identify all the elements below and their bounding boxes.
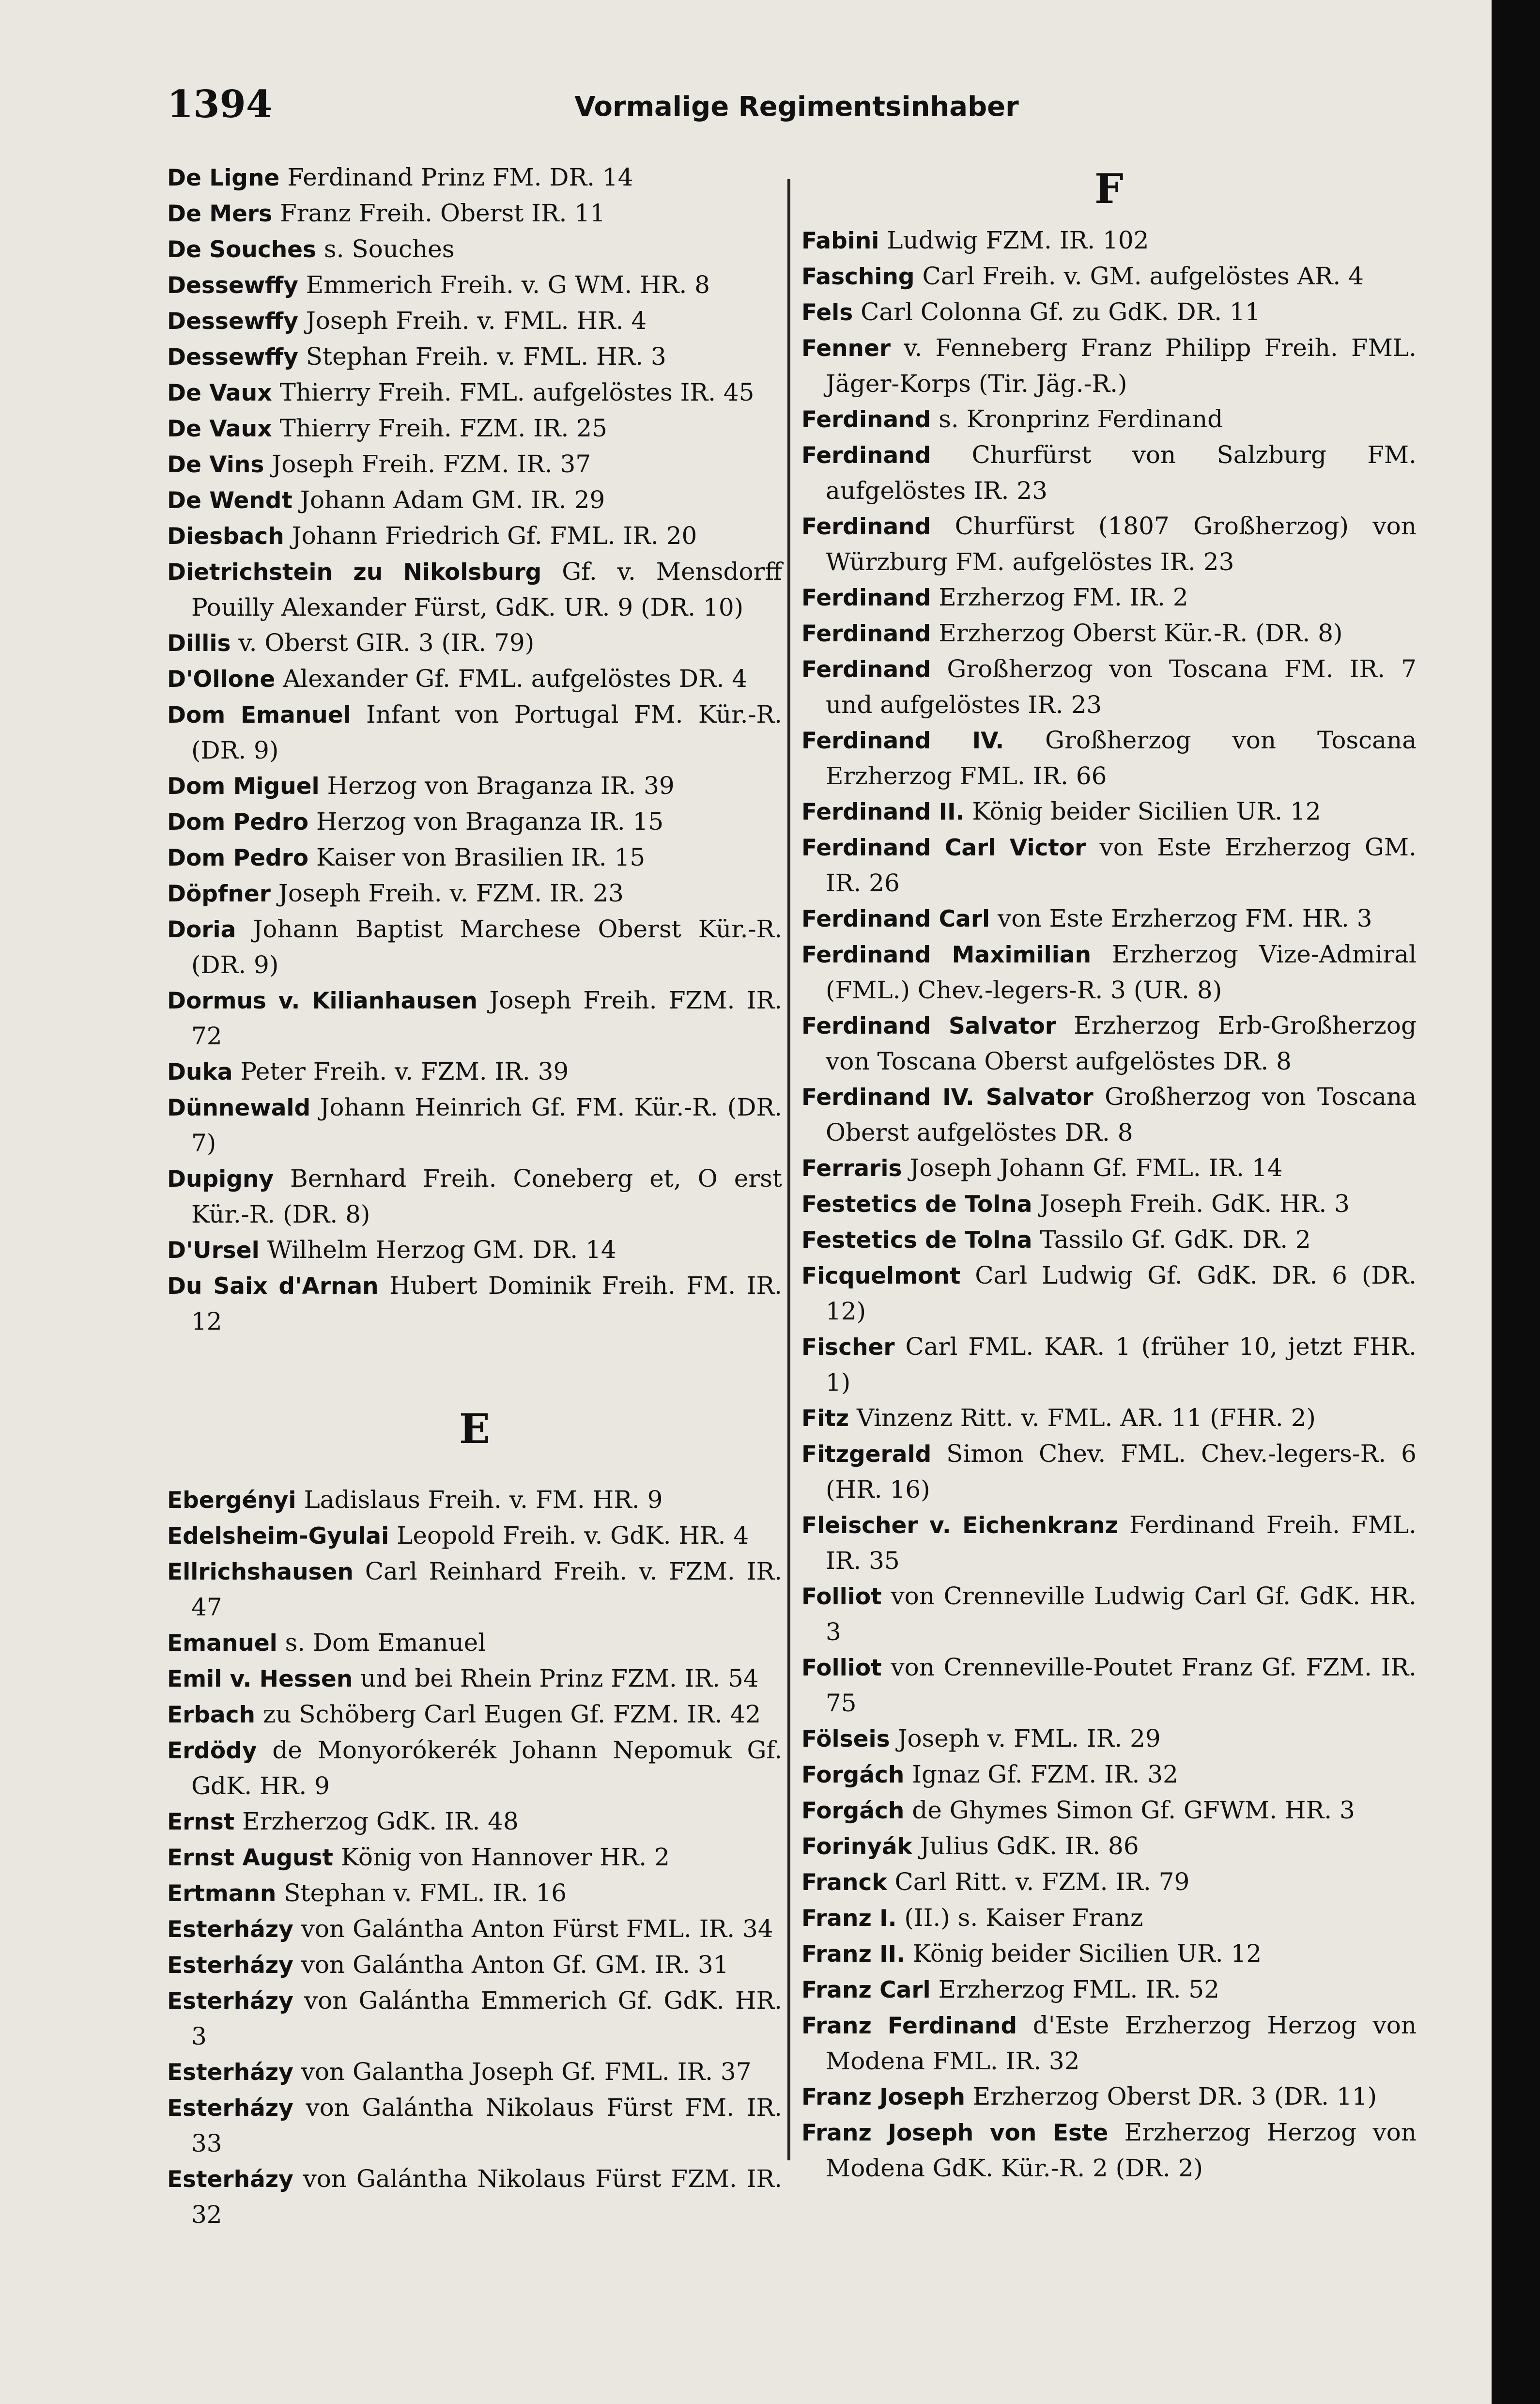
- entry-headword: Ebergényi: [167, 1487, 296, 1514]
- entry-headword: De Wendt: [167, 487, 293, 514]
- register-entry: [167, 303, 782, 339]
- entry-headword: De Mers: [167, 201, 273, 227]
- entry-headword: Ferdinand: [801, 620, 931, 647]
- register-entry: [801, 1008, 1417, 1079]
- register-entry: [801, 901, 1417, 937]
- register-entry: [167, 411, 782, 447]
- entry-text: de Ghymes Simon Gf. GFWM. HR. 3: [904, 1796, 1355, 1824]
- entry-headword: Esterházy: [167, 2059, 293, 2086]
- entry-text: Carl Reinhard Freih. v. FZM. IR. 47: [191, 1557, 782, 1621]
- entry-headword: Esterházy: [167, 1952, 293, 1979]
- entry-text: Stephan Freih. v. FML. HR. 3: [298, 342, 666, 371]
- register-entry: [801, 1400, 1417, 1436]
- register-entry: [801, 1436, 1417, 1507]
- entry-headword: Ferdinand: [801, 656, 931, 683]
- register-entry: [801, 259, 1417, 295]
- entry-text: von Galántha Emmerich Gf. GdK. HR. 3: [191, 1986, 782, 2050]
- right-column: [801, 160, 1417, 2186]
- entry-headword: Esterházy: [167, 1988, 293, 2015]
- entry-headword: Folliot: [801, 1655, 882, 1681]
- entry-headword: Dom Pedro: [167, 809, 309, 836]
- entry-headword: Ferdinand II.: [801, 799, 965, 825]
- entry-text: Joseph v. FML. IR. 29: [890, 1724, 1161, 1753]
- entry-headword: Franz I.: [801, 1905, 897, 1932]
- entry-headword: Festetics de Tolna: [801, 1227, 1032, 1254]
- entry-headword: Ferdinand Salvator: [801, 1013, 1056, 1039]
- entry-headword: Emil v. Hessen: [167, 1666, 353, 1692]
- entry-headword: Ellrichshausen: [167, 1559, 354, 1585]
- entry-headword: De Ligne: [167, 165, 280, 191]
- entry-headword: Ferdinand Maximilian: [801, 942, 1092, 968]
- entry-headword: De Souches: [167, 236, 317, 263]
- entry-headword: Forgách: [801, 1762, 905, 1788]
- register-entry: [801, 937, 1417, 1008]
- register-entry: [801, 1579, 1417, 1650]
- entry-text: Carl Colonna Gf. zu GdK. DR. 11: [853, 298, 1261, 326]
- entry-headword: Erbach: [167, 1702, 255, 1728]
- entry-headword: Esterházy: [167, 2095, 293, 2122]
- entry-text: Tassilo Gf. GdK. DR. 2: [1032, 1225, 1311, 1254]
- entry-text: und bei Rhein Prinz FZM. IR. 54: [353, 1664, 759, 1692]
- register-entry: [167, 1554, 782, 1625]
- page-header: [167, 82, 1426, 136]
- register-entry: [801, 295, 1417, 330]
- entry-headword: Ficquelmont: [801, 1263, 961, 1289]
- entry-text: Carl FML. KAR. 1 (früher 10, jetzt FHR. 1): [826, 1333, 1417, 1396]
- register-entry: [167, 1911, 782, 1947]
- page-number: 1394: [167, 82, 273, 126]
- entry-headword: Franz Ferdinand: [801, 2013, 1017, 2039]
- entry-headword: Dormus v. Kilianhausen: [167, 988, 478, 1014]
- entry-text: Ludwig FZM. IR. 102: [879, 226, 1149, 254]
- entry-text: s. Souches: [316, 235, 455, 263]
- entry-text: Churfürst von Salzburg FM. aufgelöstes IR. 23: [826, 441, 1417, 505]
- register-entry: [167, 1090, 782, 1161]
- register-entry: [801, 402, 1417, 437]
- register-entry: [167, 1947, 782, 1983]
- register-entry: [801, 1864, 1417, 1900]
- entry-headword: Ferdinand Carl Victor: [801, 835, 1086, 861]
- register-entry: [801, 2115, 1417, 2186]
- entry-text: Emmerich Freih. v. G WM. HR. 8: [298, 271, 710, 299]
- entry-text: König beider Sicilien UR. 12: [964, 797, 1321, 825]
- entry-text: Churfürst (1807 Großherzog) von Würzburg FM. aufgelöstes IR. 23: [826, 512, 1417, 576]
- entry-text: Carl Freih. v. GM. aufgelöstes AR. 4: [914, 262, 1364, 290]
- entry-text: Herzog von Braganza IR. 15: [308, 807, 664, 836]
- entry-headword: Ferdinand IV.: [801, 728, 1004, 754]
- entry-headword: Franz Joseph: [801, 2084, 965, 2110]
- register-entry: [167, 804, 782, 840]
- entry-text: v. Fenneberg Franz Philipp Freih. FML. Jäger-Korps (Tir. Jäg.-R.): [826, 334, 1417, 398]
- entry-headword: De Vins: [167, 451, 264, 478]
- register-entry: [167, 768, 782, 804]
- register-entry: [801, 1079, 1417, 1150]
- register-entry: [167, 554, 782, 625]
- entry-text: Johann Adam GM. IR. 29: [292, 486, 605, 514]
- entry-text: Carl Ludwig Gf. GdK. DR. 6 (DR. 12): [826, 1261, 1417, 1325]
- register-entry: [167, 232, 782, 267]
- entry-text: Erzherzog Herzog von Modena GdK. Kür.-R. 2 (DR. 2): [826, 2118, 1417, 2182]
- register-entry: [167, 375, 782, 411]
- entry-headword: Döpfner: [167, 881, 271, 907]
- entry-text: von Galántha Nikolaus Fürst FZM. IR. 32: [191, 2165, 782, 2229]
- entry-headword: Diesbach: [167, 523, 284, 550]
- entry-headword: Doria: [167, 916, 236, 943]
- entry-text: Ladislaus Freih. v. FM. HR. 9: [296, 1486, 663, 1514]
- register-entry: [167, 2161, 782, 2233]
- register-entry: [801, 830, 1417, 901]
- entry-headword: Franz Carl: [801, 1977, 931, 2003]
- entry-text: Thierry Freih. FZM. IR. 25: [272, 414, 607, 442]
- entry-text: Joseph Freih. FZM. IR. 72: [191, 986, 782, 1050]
- register-entry: [801, 1186, 1417, 1222]
- register-entry: [167, 339, 782, 375]
- entry-headword: Fasching: [801, 264, 915, 290]
- register-entry: [167, 1876, 782, 1911]
- register-entry: [167, 1661, 782, 1697]
- section-heading-e: E: [459, 1405, 491, 1453]
- entry-headword: Dom Pedro: [167, 845, 309, 871]
- register-entry: [167, 1161, 782, 1232]
- entry-text: Wilhelm Herzog GM. DR. 14: [259, 1236, 616, 1264]
- entry-text: Carl Ritt. v. FZM. IR. 79: [887, 1868, 1190, 1896]
- register-entry: [167, 1733, 782, 1804]
- register-entry: [801, 1721, 1417, 1757]
- entry-text: Franz Freih. Oberst IR. 11: [272, 199, 605, 227]
- entry-headword: Duka: [167, 1059, 233, 1086]
- entry-text: Erzherzog Erb-Großherzog von Toscana Oberst aufgelöstes DR. 8: [826, 1011, 1417, 1075]
- entry-headword: Ferdinand: [801, 585, 931, 611]
- register-entry: [801, 330, 1417, 402]
- entry-headword: Dietrichstein zu Nikolsburg: [167, 559, 542, 586]
- entry-headword: Fitzgerald: [801, 1441, 932, 1468]
- entry-headword: Franck: [801, 1869, 887, 1896]
- register-entry: [801, 651, 1417, 723]
- register-entry: [801, 437, 1417, 509]
- entry-text: Thierry Freih. FML. aufgelöstes IR. 45: [272, 378, 755, 406]
- register-entry: [167, 912, 782, 983]
- section-heading-f: F: [1094, 165, 1124, 213]
- register-entry: [167, 2090, 782, 2161]
- register-entry: [167, 482, 782, 518]
- entry-headword: Dupigny: [167, 1166, 274, 1193]
- register-entry: [801, 2079, 1417, 2115]
- entry-headword: Emanuel: [167, 1630, 277, 1657]
- entry-headword: Ferdinand Carl: [801, 906, 990, 932]
- entry-text: Peter Freih. v. FZM. IR. 39: [232, 1057, 569, 1086]
- entry-headword: Festetics de Tolna: [801, 1191, 1032, 1218]
- register-entry: [167, 1625, 782, 1661]
- entry-headword: Forgách: [801, 1798, 905, 1824]
- register-entry: [801, 2008, 1417, 2079]
- entry-text: Joseph Johann Gf. FML. IR. 14: [902, 1154, 1283, 1182]
- entry-headword: De Vaux: [167, 380, 272, 406]
- entry-text: Simon Chev. FML. Chev.-legers-R. 6 (HR. 16): [826, 1440, 1417, 1504]
- register-entry: [167, 876, 782, 912]
- entry-text: Johann Friedrich Gf. FML. IR. 20: [284, 522, 697, 550]
- entry-text: König beider Sicilien UR. 12: [905, 1939, 1262, 1968]
- register-entry: [801, 1150, 1417, 1186]
- entry-headword: Dom Emanuel: [167, 702, 351, 729]
- register-entry: [167, 1697, 782, 1733]
- entry-headword: Dessewffy: [167, 272, 298, 299]
- entry-text: Großherzog von Toscana Erzherzog FML. IR. 66: [826, 726, 1417, 790]
- entry-text: von Galántha Nikolaus Fürst FM. IR. 33: [191, 2094, 782, 2157]
- entry-headword: Fitz: [801, 1405, 849, 1432]
- register-entry: [167, 1482, 782, 1518]
- entry-headword: Folliot: [801, 1583, 882, 1610]
- entry-text: Großherzog von Toscana Oberst aufgelöstes DR. 8: [826, 1083, 1417, 1147]
- entry-headword: Franz Joseph von Este: [801, 2120, 1109, 2146]
- entry-text: Erzherzog GdK. IR. 48: [234, 1807, 519, 1835]
- register-entry: [801, 616, 1417, 651]
- entry-headword: Ferdinand: [801, 442, 931, 469]
- register-entry: [167, 1518, 782, 1554]
- entry-headword: Dessewffy: [167, 344, 298, 371]
- register-entry: [167, 625, 782, 661]
- entry-headword: Erdödy: [167, 1737, 257, 1764]
- register-entry: [801, 1507, 1417, 1579]
- entry-text: Ferdinand Prinz FM. DR. 14: [279, 163, 633, 191]
- register-entry: [801, 1793, 1417, 1829]
- entry-headword: Dünnewald: [167, 1095, 311, 1121]
- register-entry: [801, 223, 1417, 259]
- entry-text: v. Oberst GIR. 3 (IR. 79): [231, 629, 535, 657]
- entry-headword: Du Saix d'Arnan: [167, 1273, 379, 1300]
- entry-text: Herzog von Braganza IR. 39: [319, 772, 675, 800]
- running-title: Vormalige Regimentsinhaber: [574, 91, 1019, 123]
- entry-text: von Galántha Anton Fürst FML. IR. 34: [293, 1915, 773, 1943]
- entry-text: von Este Erzherzog FM. HR. 3: [990, 904, 1372, 932]
- entry-headword: Ernst: [167, 1809, 235, 1835]
- entry-headword: Ertmann: [167, 1880, 277, 1907]
- entry-text: Joseph Freih. GdK. HR. 3: [1032, 1190, 1350, 1218]
- entry-text: Erzherzog Oberst Kür.-R. (DR. 8): [931, 619, 1343, 647]
- entry-text: Stephan v. FML. IR. 16: [276, 1879, 567, 1907]
- entry-headword: D'Ursel: [167, 1237, 260, 1264]
- column-divider: [787, 179, 790, 2160]
- left-column: [167, 160, 782, 2233]
- entry-headword: Fenner: [801, 335, 891, 362]
- entry-headword: Ferraris: [801, 1155, 902, 1182]
- entry-text: Johann Baptist Marchese Oberst Kür.-R. (DR. 9): [191, 915, 782, 979]
- entry-headword: Fischer: [801, 1334, 895, 1361]
- entry-headword: Dom Miguel: [167, 773, 320, 800]
- entry-text: Leopold Freih. v. GdK. HR. 4: [389, 1521, 749, 1550]
- register-entry: [167, 1804, 782, 1840]
- entry-text: d'Este Erzherzog Herzog von Modena FML. IR. 32: [826, 2011, 1417, 2075]
- register-entry: [801, 1757, 1417, 1793]
- register-entry: [167, 697, 782, 768]
- register-entry: [167, 447, 782, 482]
- entry-text: von Crenneville-Poutet Franz Gf. FZM. IR. 75: [826, 1653, 1417, 1717]
- entry-text: Erzherzog FML. IR. 52: [930, 1975, 1220, 2003]
- register-entry: [167, 196, 782, 232]
- register-entry: [167, 2054, 782, 2090]
- entry-headword: Esterházy: [167, 2166, 293, 2193]
- register-entry: [801, 580, 1417, 616]
- entry-text: Ferdinand Freih. FML. IR. 35: [826, 1511, 1417, 1575]
- register-entry: [167, 267, 782, 303]
- section-gap: [167, 1339, 782, 1400]
- entry-headword: D'Ollone: [167, 666, 276, 693]
- entry-headword: Franz II.: [801, 1941, 906, 1968]
- register-entry: [801, 509, 1417, 580]
- register-entry: [167, 840, 782, 876]
- entry-text: von Galantha Joseph Gf. FML. IR. 37: [293, 2058, 752, 2086]
- entry-text: zu Schöberg Carl Eugen Gf. FZM. IR. 42: [255, 1700, 761, 1728]
- entry-headword: Dillis: [167, 630, 231, 657]
- entry-text: Bernhard Freih. Coneberg et, O erst Kür.-R. (DR. 8): [191, 1164, 782, 1228]
- entry-text: Johann Heinrich Gf. FM. Kür.-R. (DR. 7): [191, 1093, 782, 1157]
- register-entry: [801, 1329, 1417, 1400]
- entry-list-e: [167, 1482, 782, 2233]
- register-entry: [167, 160, 782, 196]
- entry-text: Gf. v. Mensdorff Pouilly Alexander Fürst, GdK. UR. 9 (DR. 10): [191, 558, 782, 621]
- register-entry: [801, 794, 1417, 830]
- entry-text: Kaiser von Brasilien IR. 15: [308, 843, 646, 871]
- entry-text: Joseph Freih. FZM. IR. 37: [264, 450, 591, 478]
- entry-text: (II.) s. Kaiser Franz: [896, 1904, 1143, 1932]
- entry-text: Julius GdK. IR. 86: [912, 1832, 1139, 1860]
- register-entry: [167, 1983, 782, 2054]
- entry-headword: Dessewffy: [167, 308, 298, 335]
- register-entry: [801, 1972, 1417, 2008]
- register-entry: [801, 1222, 1417, 1258]
- register-entry: [167, 1840, 782, 1876]
- register-entry: [801, 1650, 1417, 1721]
- entry-text: von Galántha Anton Gf. GM. IR. 31: [293, 1951, 729, 1979]
- scan-edge: [1492, 0, 1540, 2404]
- entry-headword: De Vaux: [167, 416, 272, 442]
- entry-headword: Fölseis: [801, 1726, 890, 1753]
- entry-list-f: [801, 223, 1417, 2186]
- entry-text: de Monyorókerék Johann Nepomuk Gf. GdK. HR. 9: [191, 1736, 782, 1800]
- entry-text: Erzherzog Vize-Admiral (FML.) Chev.-legers-R. 3 (UR. 8): [826, 940, 1417, 1004]
- entry-text: Erzherzog FM. IR. 2: [931, 583, 1188, 611]
- entry-headword: Edelsheim-Gyulai: [167, 1523, 389, 1550]
- entry-headword: Ferdinand: [801, 406, 931, 433]
- entry-text: von Crenneville Ludwig Carl Gf. GdK. HR. 3: [826, 1582, 1417, 1646]
- entry-text: s. Dom Emanuel: [277, 1629, 486, 1657]
- register-entry: [801, 1829, 1417, 1864]
- register-entry: [801, 1258, 1417, 1329]
- entry-text: Alexander Gf. FML. aufgelöstes DR. 4: [275, 665, 748, 693]
- register-entry: [167, 1232, 782, 1268]
- entry-text: Joseph Freih. v. FZM. IR. 23: [270, 879, 624, 907]
- register-entry: [801, 1936, 1417, 1972]
- register-entry: [167, 1054, 782, 1090]
- register-entry: [167, 1268, 782, 1339]
- entry-text: s. Kronprinz Ferdinand: [931, 405, 1223, 433]
- entry-text: Infant von Portugal FM. Kür.-R. (DR. 9): [191, 700, 783, 764]
- entry-text: Vinzenz Ritt. v. FML. AR. 11 (FHR. 2): [849, 1404, 1316, 1432]
- entry-headword: Ferdinand: [801, 513, 931, 540]
- entry-headword: Fabini: [801, 228, 879, 254]
- entry-headword: Ernst August: [167, 1845, 333, 1871]
- register-entry: [167, 661, 782, 697]
- register-entry: [167, 518, 782, 554]
- entry-headword: Fels: [801, 299, 853, 326]
- entry-list-d: [167, 160, 782, 1339]
- register-entry: [801, 1900, 1417, 1936]
- entry-headword: Fleischer v. Eichenkranz: [801, 1512, 1119, 1539]
- entry-headword: Forinyák: [801, 1833, 912, 1860]
- entry-text: Großherzog von Toscana FM. IR. 7 und aufgelöstes IR. 23: [826, 655, 1417, 719]
- register-entry: [167, 983, 782, 1054]
- entry-text: König von Hannover HR. 2: [333, 1843, 670, 1871]
- entry-text: Ignaz Gf. FZM. IR. 32: [904, 1760, 1178, 1788]
- entry-text: Joseph Freih. v. FML. HR. 4: [298, 307, 647, 335]
- entry-text: Hubert Dominik Freih. FM. IR. 12: [191, 1272, 782, 1335]
- entry-headword: Esterházy: [167, 1916, 293, 1943]
- entry-headword: Ferdinand IV. Salvator: [801, 1084, 1093, 1111]
- entry-text: Erzherzog Oberst DR. 3 (DR. 11): [965, 2082, 1377, 2110]
- register-entry: [801, 723, 1417, 794]
- entry-text: von Este Erzherzog GM. IR. 26: [826, 833, 1417, 897]
